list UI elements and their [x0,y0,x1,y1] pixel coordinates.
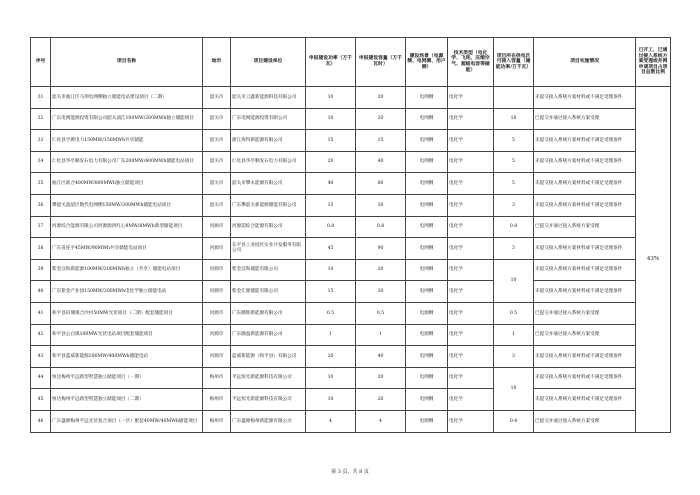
city: 河源市 [203,216,231,238]
status: 未提交接入系统方案材料或不满足受理条件 [534,194,636,216]
power: 10 [306,367,356,389]
row-index: 34 [31,151,51,173]
table-row [31,281,671,303]
tech: 电化学 [448,410,494,432]
company: 河源超综合能源有限公司 [231,216,306,238]
power: 10 [306,108,356,130]
city: 韶关市 [203,130,231,152]
tech: 电化学 [448,324,494,346]
project-name: 曲江区联合400MW/800MWh独立储能项目 [51,173,203,195]
project-name: 仁化县亨源电力150MW/150MWh共享储能 [51,130,203,152]
tech: 电化学 [448,281,494,303]
tech: 电化学 [448,302,494,324]
power: 15 [306,130,356,152]
access-capacity: 1 [494,324,534,346]
project-name: 广东紫金产业园150MW/300MWh电化学独立储能电站 [51,281,203,303]
power: 20 [306,346,356,368]
access-capacity [494,87,534,109]
table-row [31,151,671,173]
tech: 电化学 [448,367,494,389]
project-name: 河源综合能源有限公司河源源西红心8MW/8MWh新型储能项目 [51,216,203,238]
tech: 电化学 [448,238,494,260]
tech: 电化学 [448,130,494,152]
scene: 电源侧 [406,410,448,432]
status: 未提交接入系统方案材料或不满足受理条件 [534,346,636,368]
scene: 电源侧 [406,324,448,346]
access-capacity: 3 [494,238,534,260]
access-capacity: 3 [494,194,534,216]
project-name: 仁化县华亭顺发石电力有限公司广东200MW/400MWh储能电站项目 [51,151,203,173]
project-name: 广东电网能源投资有限公司韶关浈江100MW/200MWh独立储能项目 [51,108,203,130]
company: 浙江海得新能源有限公司 [231,130,306,152]
tech: 电化学 [448,216,494,238]
ratio-cell: 43% [636,87,671,433]
status: 未提交接入系统方案材料或不满足受理条件 [534,367,636,389]
scene: 电网侧 [406,367,448,389]
power: 10 [306,87,356,109]
row-index: 35 [31,173,51,195]
scene: 电网侧 [406,281,448,303]
scene: 电网侧 [406,130,448,152]
capacity: 0.8 [356,216,406,238]
table-row [31,108,671,130]
scene: 电网侧 [406,194,448,216]
company: 仁化县华亭顺发石电力有限公司 [231,151,306,173]
access-capacity: 0.4 [494,410,534,432]
access-capacity: 0.5 [494,302,534,324]
header-access: 项目所在供电区可接入容量（储能功率/万千瓦） [494,38,534,87]
header-project-name: 项目名称 [51,38,203,87]
row-index: 36 [31,194,51,216]
scene: 电网侧 [406,173,448,195]
row-index: 42 [31,324,51,346]
scene: 电网侧 [406,108,448,130]
tech: 电化学 [448,173,494,195]
status: 未提交接入系统方案材料或不满足受理条件 [534,238,636,260]
tech: 电化学 [448,87,494,109]
tech: 电化学 [448,346,494,368]
row-index: 46 [31,410,51,432]
capacity: 40 [356,151,406,173]
row-index: 31 [31,87,51,109]
scene: 电源侧 [406,302,448,324]
status: 已提交并通过接入系统方案受理 [534,410,636,432]
access-capacity: 5 [494,130,534,152]
row-index: 38 [31,238,51,260]
city: 韶关市 [203,108,231,130]
row-index: 44 [31,367,51,389]
row-index: 32 [31,108,51,130]
city: 河源市 [203,324,231,346]
table-row [31,346,671,368]
city: 韶关市 [203,173,231,195]
status: 未提交接入系统方案材料或不满足受理条件 [534,151,636,173]
tech: 电化学 [448,389,494,411]
capacity: 0.5 [356,302,406,324]
project-name: 和平县公白镇100MW光伏电站项目配套储能项目 [51,324,203,346]
table-row [31,216,671,238]
company: 紫金汇源储能有限公司 [231,281,306,303]
capacity: 20 [356,367,406,389]
power: 1 [306,324,356,346]
power: 4 [306,410,356,432]
status: 未提交接入系统方案材料或不满足受理条件 [534,173,636,195]
power: 40 [306,173,356,195]
header-row [31,38,671,87]
table-row [31,367,671,389]
header-tech: 技术类型（电化学、飞轮、压缩空气、超级电容等储能） [448,38,494,87]
project-name: 广东省连平45MW/90MWh共享储能电站项目 [51,238,203,260]
access-capacity: 0.8 [494,216,534,238]
city: 河源市 [203,259,231,281]
status: 未提交接入系统方案材料或不满足受理条件 [534,87,636,109]
table-row [31,410,671,432]
access-capacity: 5 [494,151,534,173]
company: 韶关市云鑫新能源科技有限公司 [231,87,306,109]
project-name: 和平县蓝威新能源200MW/400MWh储能电站 [51,346,203,368]
table-row [31,173,671,195]
capacity: 80 [356,173,406,195]
power: 45 [306,238,356,260]
scene: 电网侧 [406,389,448,411]
row-index: 39 [31,259,51,281]
scene: 电网侧 [406,238,448,260]
project-name: 恒达梅州平远新型智慧独立储能项目（一期） [51,367,203,389]
table-row [31,130,671,152]
access-capacity: 3 [494,346,534,368]
table-row [31,389,671,411]
city: 韶关市 [203,194,231,216]
company: 广东攀韶关新能源储能有限公司 [231,194,306,216]
access-capacity: 10 [494,108,534,130]
header-ratio: 已开工、已通过接入系统方案受理或并网申请项目占项目总数比例 [636,38,671,87]
capacity: 15 [356,130,406,152]
company: 平远恒光新能源科技有限公司 [231,367,306,389]
city: 河源市 [203,346,231,368]
capacity: 30 [356,194,406,216]
table-body [31,87,671,433]
capacity: 1 [356,324,406,346]
header-scene: 建设场景（电源侧、电网侧、用户侧） [406,38,448,87]
table-row [31,238,671,260]
table-row [31,324,671,346]
project-name: 紫金汉和新能源100MW/200MWh独立（共享）储能电站项目 [51,259,203,281]
project-table [30,37,671,433]
city: 河源市 [203,302,231,324]
project-name: 攀韶关盈韶区数代电网侧150MW/300MWh储能电站项目 [51,194,203,216]
capacity: 20 [356,87,406,109]
scene: 电网侧 [406,216,448,238]
table-row [31,87,671,109]
tech: 电化学 [448,151,494,173]
capacity: 90 [356,238,406,260]
company: 广东腾辉新能源有限公司 [231,302,306,324]
data-table-container [30,37,671,433]
city: 梅州市 [203,410,231,432]
project-name: 和平县旧城镇合沙村50MW光伏项目（二期）配套储能项目 [51,302,203,324]
status: 已提交并通过接入系统方案受理 [534,216,636,238]
table-row [31,194,671,216]
access-capacity: 10 [494,367,534,410]
power: 20 [306,151,356,173]
city: 梅州市 [203,367,231,389]
header-company: 项目建设单位 [231,38,306,87]
company: 蓝威新能源（和平县）有限公司 [231,346,306,368]
power: 0.8 [306,216,356,238]
company: 东平县工业园区实业开发服务有限公司 [231,238,306,260]
city: 韶关市 [203,87,231,109]
status: 未提交接入系统方案材料或不满足受理条件 [534,259,636,281]
capacity: 30 [356,281,406,303]
company: 广东盛源梅州新能源有限公司 [231,410,306,432]
project-name: 广东盛源梅州平远光伏复合项目（一区）配套40MW/40MWh储能项目 [51,410,203,432]
access-capacity: 5 [494,173,534,195]
power: 0.5 [306,302,356,324]
access-capacity: 10 [494,259,534,302]
status: 未提交接入系统方案材料或不满足受理条件 [534,130,636,152]
city: 河源市 [203,281,231,303]
table-row [31,259,671,281]
project-name: 恒达梅州平远新型智慧独立储能项目（二期） [51,389,203,411]
project-name: 韶关市曲江区马坝电网侧独立储能电站建设项目（二期） [51,87,203,109]
row-index: 33 [31,130,51,152]
status: 未提交接入系统方案材料或不满足受理条件 [534,281,636,303]
capacity: 20 [356,389,406,411]
capacity: 40 [356,346,406,368]
company: 平远恒光新能源科技有限公司 [231,389,306,411]
company: 韶关市攀永能源有限公司 [231,173,306,195]
city: 河源市 [203,238,231,260]
scene: 电网侧 [406,151,448,173]
row-index: 40 [31,281,51,303]
capacity: 4 [356,410,406,432]
status: 已提交并通过接入系统方案受理 [534,324,636,346]
power: 15 [306,281,356,303]
page-footer: 第 3 页，共 8 页 [331,469,369,475]
scene: 电网侧 [406,87,448,109]
row-index: 41 [31,302,51,324]
status: 已提交并通过接入系统方案受理 [534,108,636,130]
scene: 电网侧 [406,346,448,368]
power: 10 [306,389,356,411]
row-index: 37 [31,216,51,238]
table-row [31,302,671,324]
power: 15 [306,194,356,216]
power: 10 [306,259,356,281]
row-index: 45 [31,389,51,411]
header-power: 申报建设功率（万千瓦） [306,38,356,87]
city: 韶关市 [203,151,231,173]
tech: 电化学 [448,259,494,281]
status: 未提交接入系统方案材料或不满足受理条件 [534,389,636,411]
capacity: 20 [356,259,406,281]
header-status: 项目实施情况 [534,38,636,87]
header-city: 地市 [203,38,231,87]
row-index: 43 [31,346,51,368]
scene: 电网侧 [406,259,448,281]
status: 已提交并通过接入系统方案受理 [534,302,636,324]
company: 广东腾盈新能源有限公司 [231,324,306,346]
header-capacity: 申报建设容量（万千瓦时） [356,38,406,87]
header-index: 序号 [31,38,51,87]
tech: 电化学 [448,108,494,130]
city: 梅州市 [203,389,231,411]
company: 广东电网能源投资有限公司 [231,108,306,130]
capacity: 20 [356,108,406,130]
tech: 电化学 [448,194,494,216]
company: 紫金汉和储能有限公司 [231,259,306,281]
